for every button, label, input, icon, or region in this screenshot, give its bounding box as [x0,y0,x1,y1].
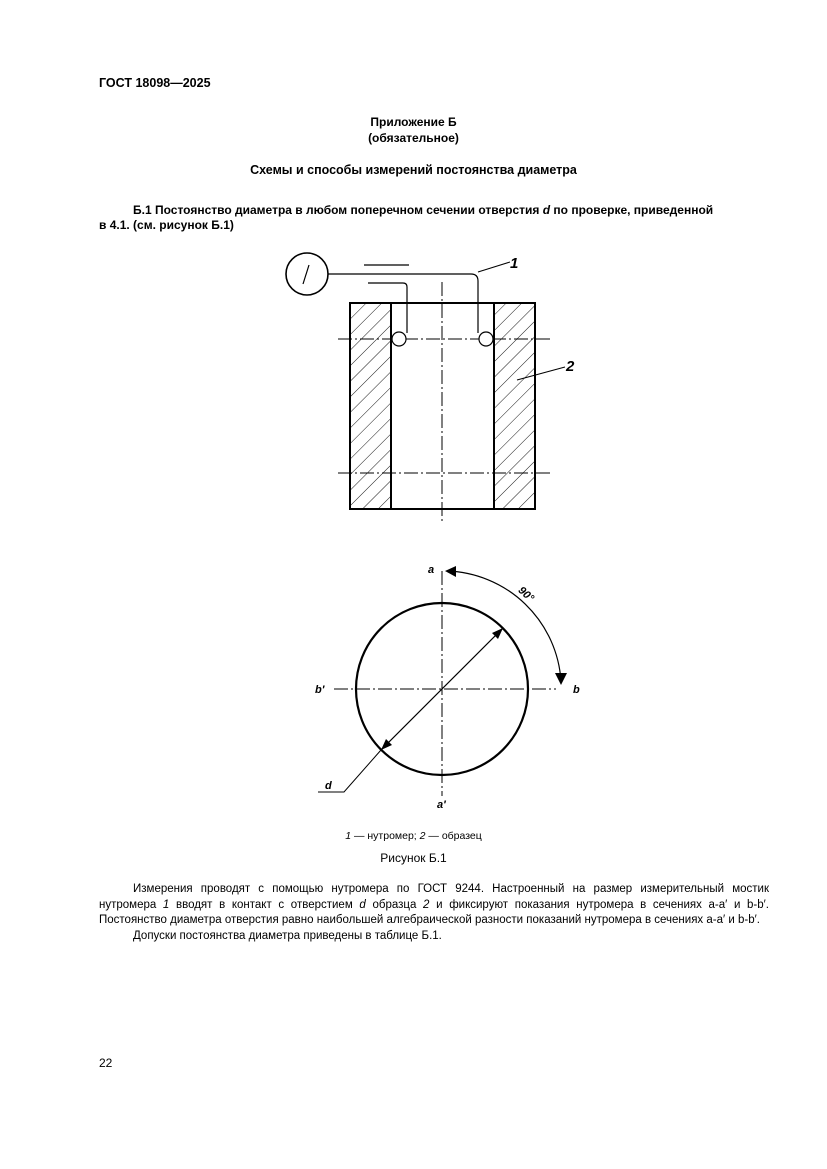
angle-arrow-end [555,673,567,685]
leader-line-1 [478,262,510,272]
body-text [99,882,769,944]
label-angle: 90° [515,584,537,605]
clause-text-a: Б.1 Постоянство диаметра в любом поперечном сечении отверстия [133,203,543,217]
p1-var-d: d [359,898,366,911]
angle-arrow-start [445,566,456,577]
p1-part-c: образца [365,898,424,911]
figure-caption: Рисунок Б.1 [380,851,447,865]
clause-b1-continued: в 4.1. (см. рисунок Б.1) [99,218,234,232]
annex-status: (обязательное) [368,131,459,145]
right-wall-hatch [494,303,535,509]
legend-text-1: — нутромер; [351,830,420,842]
figure-legend [0,830,827,842]
p1-part-a: Измерения проводят с помощью нутромера по ГОСТ 9244. Настроенный на размер измерительный мостик нутромера [99,883,769,911]
label-b-prime: b′ [315,684,325,696]
clause-var-d: d [542,203,551,217]
label-a: a [428,564,435,576]
figure-label-1: 1 [510,255,519,272]
p1-num-1: 1 [162,898,170,911]
left-wall-hatch [350,303,391,509]
paragraph-1 [99,882,769,929]
label-d: d [325,780,332,792]
label-a-prime: a′ [437,799,446,811]
probe-ball-left [392,332,406,346]
p1-part-b: вводят в контакт с отверстием [169,898,360,911]
angle-arc [447,571,561,681]
legend-num-2: 2 [419,830,426,842]
figure-label-2: 2 [566,358,575,375]
annex-title: Приложение Б [370,115,457,129]
p1-part-e: и фиксируют показания нутромера в сечениях a-a′ и b-b′. Постоянство диаметра отверстия равно наибольшей алгебраической разности показаний нутромера в сечениях a-a′ и b-b′. [99,898,770,926]
legend-text-2: — образец [425,830,482,842]
paragraph-2: Допуски постоянства диаметра приведены в таблице Б.1. [133,929,442,942]
legend-num-1: 1 [345,830,352,842]
page-number: 22 [99,1056,113,1070]
document-header: ГОСТ 18098—2025 [99,76,211,90]
annex-heading: Схемы и способы измерений постоянства диаметра [250,163,577,177]
p1-num-2: 2 [423,898,430,911]
clause-text-b: по проверке, приведенной [550,203,714,217]
gauge-dial [286,253,328,295]
sample-section [338,282,552,521]
probe-ball-right [479,332,493,346]
label-b: b [573,684,580,696]
